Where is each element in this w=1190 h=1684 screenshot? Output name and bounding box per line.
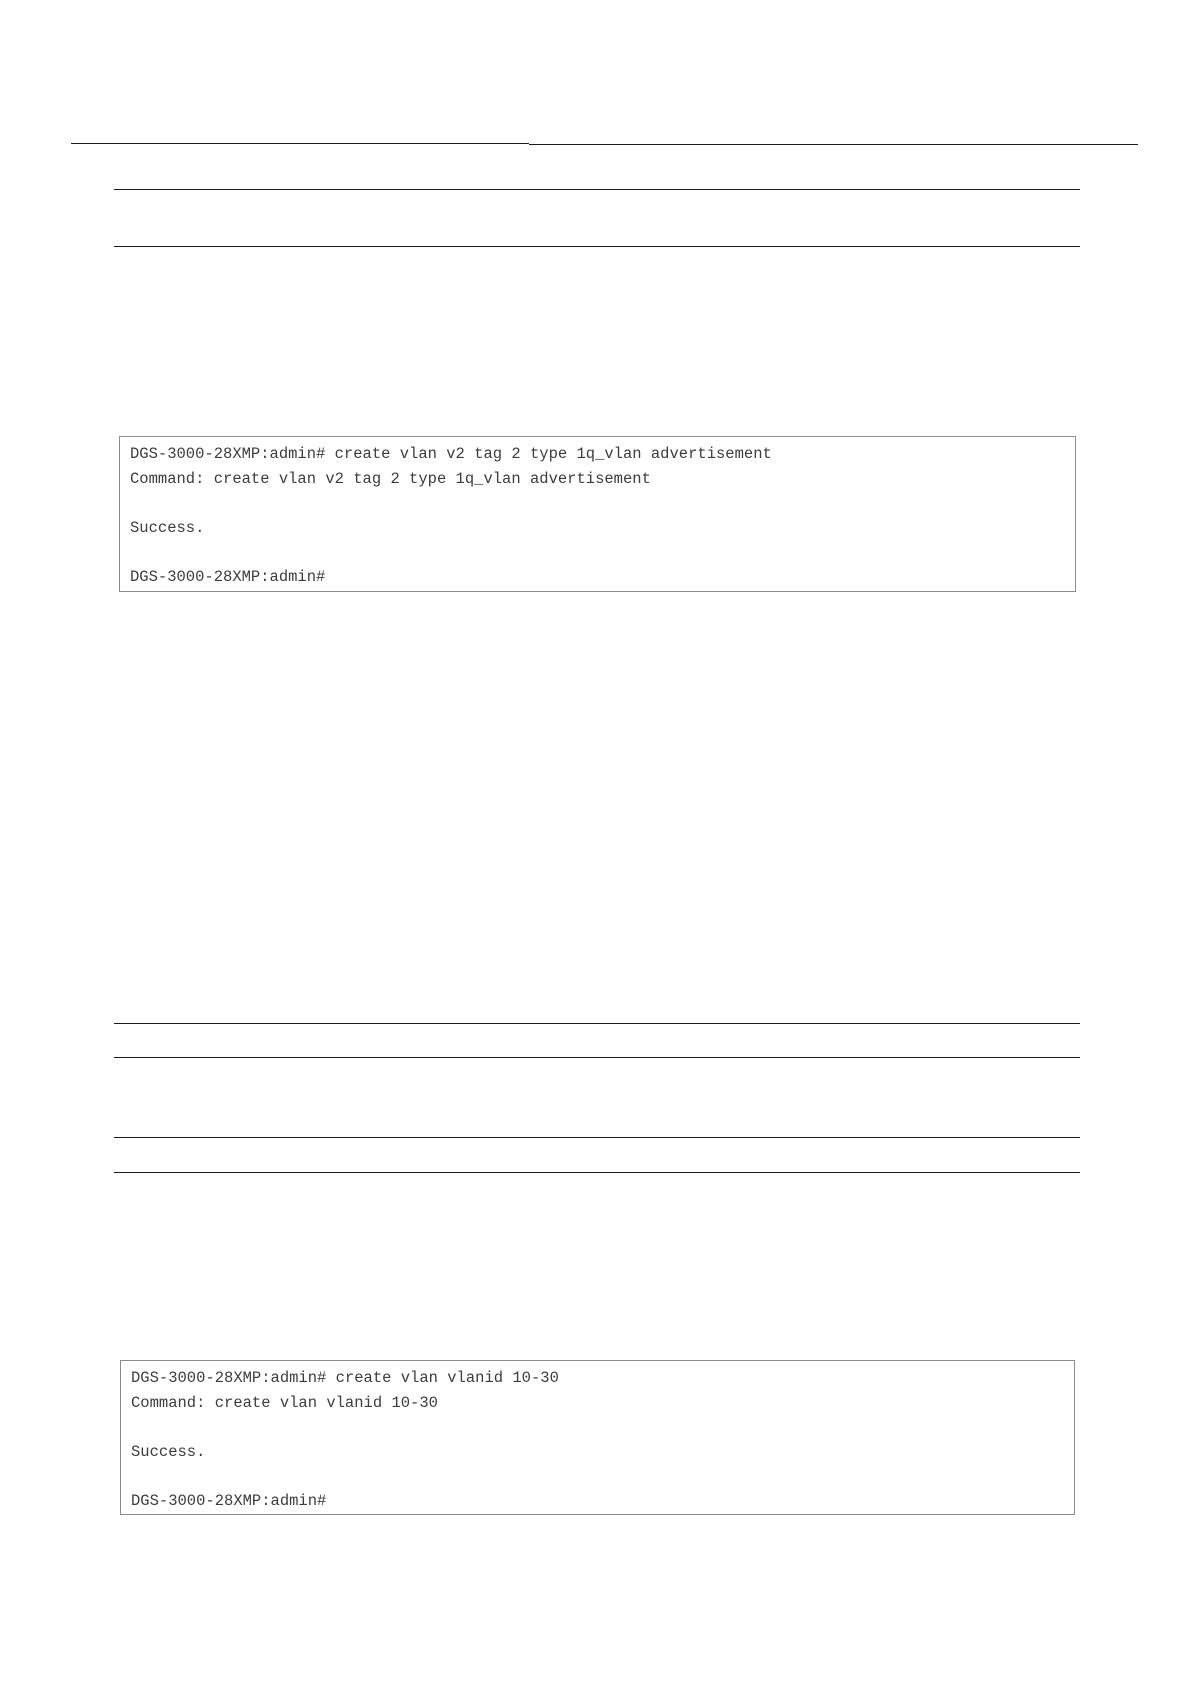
example-1-line-6: DGS-3000-28XMP:admin# [130, 567, 326, 586]
table-2-top-rule [114, 1023, 1080, 1024]
example-2-line-3 [131, 1415, 1074, 1440]
example-1-line-1: DGS-3000-28XMP:admin# create vlan v2 tag 2 type 1q_vlan advertisement [130, 445, 772, 463]
header-rule-right [529, 144, 1138, 145]
example-2-line-1: DGS-3000-28XMP:admin# create vlan vlanid 10-30 [131, 1369, 559, 1387]
example-1-line-4: Success. [130, 518, 205, 537]
table-3-top-rule [114, 1137, 1080, 1138]
table-2-bottom-rule [114, 1057, 1080, 1058]
example-1-line-5 [130, 540, 1075, 565]
example-box-2 [120, 1360, 1075, 1515]
example-box-1 [119, 436, 1076, 592]
table-3-bottom-rule [114, 1172, 1080, 1173]
table-1-top-rule [114, 189, 1080, 190]
example-2-line-6: DGS-3000-28XMP:admin# [131, 1491, 327, 1510]
example-1-line-2: Command: create vlan v2 tag 2 type 1q_vlan advertisement [130, 469, 651, 488]
example-1-line-3 [130, 491, 1075, 516]
example-2-line-5 [131, 1464, 1074, 1489]
table-1-bottom-rule [114, 246, 1080, 247]
example-2-line-2: Command: create vlan vlanid 10-30 [131, 1393, 438, 1412]
example-2-line-4: Success. [131, 1442, 206, 1461]
header-rule-left [71, 143, 529, 144]
